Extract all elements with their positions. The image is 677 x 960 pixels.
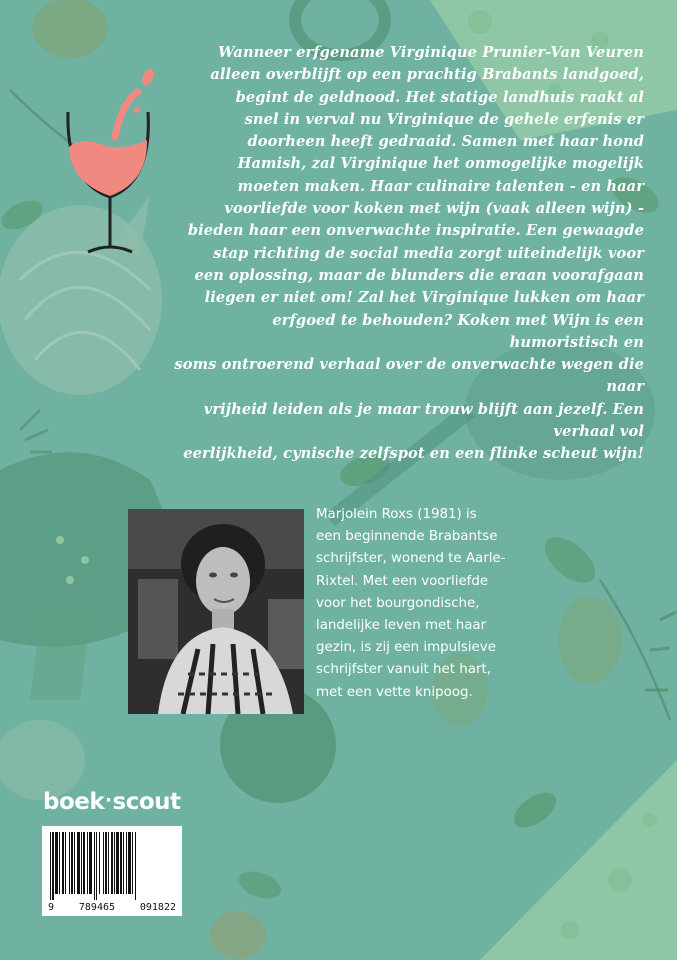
barcode-number [42, 902, 182, 913]
barcode-group-1: 789465 [78, 902, 116, 913]
barcode-bar [103, 832, 104, 894]
barcode-bar [132, 832, 133, 894]
barcode-bar [94, 832, 95, 900]
barcode-bar [99, 832, 100, 894]
barcode-bar [126, 832, 127, 894]
barcode-bar [81, 832, 82, 894]
barcode-bar [87, 832, 88, 894]
bio-line: voor het bourgondische, [316, 595, 480, 611]
barcode-bar [116, 832, 119, 894]
barcode-bar [83, 832, 85, 894]
blurb-line: Hamish, zal Virginique het onmogelijke mogelijk [237, 155, 644, 173]
barcode-bar [108, 832, 109, 894]
barcode-digit-first: 9 [48, 902, 55, 913]
blurb-line: snel in verval nu Virginique de gehele erfenis er [244, 110, 644, 128]
author-photo [128, 509, 304, 714]
bio-line: een beginnende Brabantse [316, 529, 498, 545]
wine-glass-icon [60, 62, 156, 272]
barcode-bar [120, 832, 122, 894]
barcode-bar [62, 832, 64, 894]
bio-line: gezin, is zij een impulsieve [316, 640, 496, 656]
barcode-bar [71, 832, 73, 894]
publisher-name-part1: boek [43, 789, 105, 815]
barcode-bar [128, 832, 131, 894]
blurb-line: voorliefde voor koken met wijn (vaak alleen wijn) - [224, 200, 644, 218]
barcode-bar [59, 832, 60, 894]
barcode-bar [89, 832, 92, 894]
barcode-bar [69, 832, 70, 894]
blurb-line: doorheen heeft gedraaid. Samen met haar hond [247, 133, 644, 151]
blurb-line: eerlijkheid, cynische zelfspot en een flinke scheut wijn! [183, 445, 644, 463]
blurb-line: liegen er niet om! Zal het Virginique lukken om haar [204, 289, 644, 307]
barcode-bar [105, 832, 107, 894]
bio-line: met een vette knipoog. [316, 684, 473, 700]
barcode-bar [114, 832, 115, 894]
barcode-bar [50, 832, 51, 900]
bio-line: landelijke leven met haar [316, 618, 487, 634]
blurb-line: soms ontroerend verhaal over de onverwachte wegen die naar [174, 356, 644, 396]
bio-line: schrijfster, wonend te Aarle- [316, 551, 506, 567]
blurb-line: een oplossing, maar de blunders die eraan voorafgaan [194, 266, 644, 284]
blurb-line: stap richting de social media zorgt uiteindelijk voor [213, 244, 644, 262]
bio-line: schrijfster vanuit het hart, [316, 662, 491, 678]
barcode-bar [123, 832, 124, 894]
publisher-logo [43, 789, 181, 815]
blurb-line: vrijheid leiden als je maar trouw blijft aan jezelf. Een verhaal vol [203, 400, 644, 441]
barcode-bar [96, 832, 97, 900]
barcode-group-2: 091822 [139, 902, 176, 913]
book-description [168, 42, 644, 466]
isbn-barcode [42, 826, 182, 916]
author-bio [316, 504, 526, 704]
barcode-bar [111, 832, 113, 894]
blurb-line: moeten maken. Haar culinaire talenten - en haar [237, 177, 644, 195]
barcode-bars [42, 826, 182, 902]
blurb-line: alleen overblijft op een prachtig Brabants landgoed, [210, 66, 644, 84]
publisher-name-part2: scout [112, 789, 181, 815]
blurb-line: Wanneer erfgename Virginique Prunier-Van Veuren [218, 44, 644, 61]
barcode-bar [52, 832, 54, 900]
blurb-line: erfgoed te behouden? Koken met Wijn is een humoristisch en [272, 311, 644, 351]
blurb-line: begint de geldnood. Het statige landhuis raakt al [235, 88, 644, 106]
bio-line: Rixtel. Met een voorliefde [316, 573, 489, 589]
publisher-dot: · [105, 790, 112, 811]
barcode-bar [65, 832, 66, 894]
barcode-bar [55, 832, 58, 894]
barcode-bar [135, 832, 136, 900]
barcode-bar [77, 832, 80, 894]
bio-line: Marjolein Roxs (1981) is [316, 507, 477, 522]
blurb-line: bieden haar een onverwachte inspiratie. Een gewaagde [187, 222, 644, 240]
barcode-bar [74, 832, 75, 894]
